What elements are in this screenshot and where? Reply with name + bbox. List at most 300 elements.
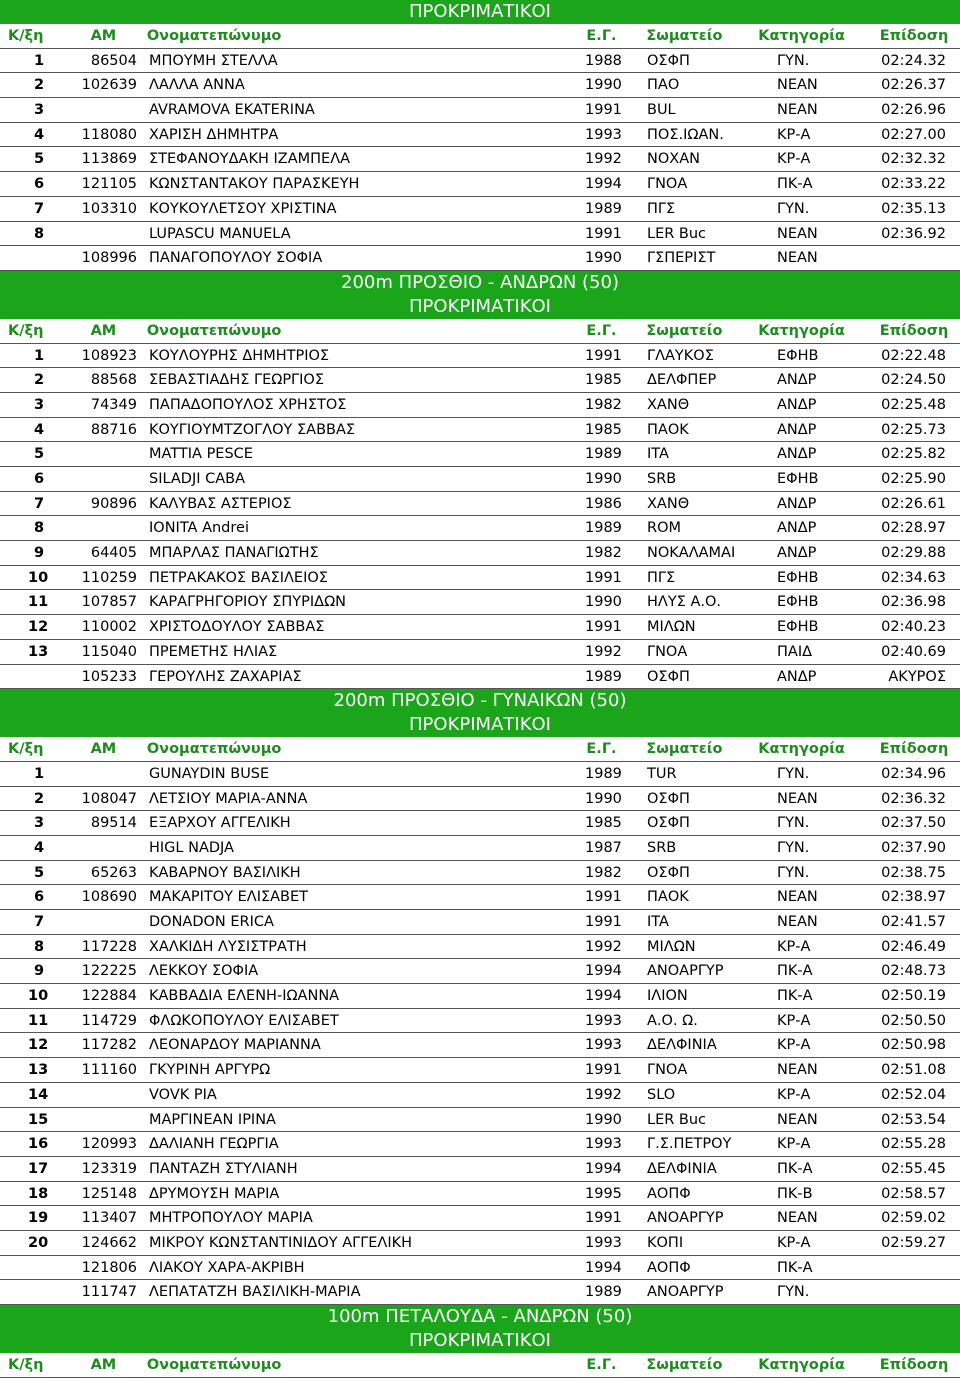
category-cell: ΑΝΔΡ (777, 446, 817, 463)
performance-cell: 02:59.27 (881, 1234, 946, 1251)
rank-cell (0, 246, 52, 270)
club-cell: ΠΟΣ.ΙΩΑΝ. (647, 126, 724, 143)
result-row (0, 566, 960, 591)
year-cell: 1982 (585, 545, 622, 562)
rank-cell: 19 (28, 1210, 49, 1227)
year-cell: 1989 (585, 765, 622, 782)
performance-cell: 02:37.50 (881, 815, 946, 832)
name-cell: ΜΑΡΓΙΝΕΑΝ ΙΡΙΝΑ (149, 1111, 276, 1128)
result-row (0, 467, 960, 492)
rank-cell: 4 (34, 421, 45, 438)
am-cell: 113407 (81, 1210, 137, 1227)
am-header: ΑΜ (90, 28, 117, 44)
category-cell: ΑΝΔΡ (777, 520, 817, 537)
performance-cell: 02:24.50 (881, 372, 946, 389)
club-cell: ΝΟΚΑΛΑΜΑΙ (647, 545, 736, 562)
event-title: 200m ΠΡΟΣΘΙΟ - ΓΥΝΑΙΚΩΝ (50) (0, 689, 960, 713)
category-cell: ΓΥΝ. (777, 765, 810, 782)
name-cell: AVRAMOVA EKATERINA (149, 102, 315, 119)
performance-cell: 02:41.57 (881, 914, 946, 930)
name-cell: ΛΕΤΣΙΟΥ ΜΑΡΙΑ-ΑΝΝΑ (149, 790, 308, 807)
club-cell: Γ.Σ.ΠΕΤΡΟΥ (647, 1136, 732, 1153)
year-cell: 1982 (585, 864, 622, 881)
name-cell: ΛΕΠΑΤΑΤΖΗ ΒΑΣΙΛΙΚΗ-ΜΑΡΙΑ (149, 1284, 361, 1301)
club-cell: ΜΙΛΩΝ (647, 938, 696, 955)
am-cell (52, 910, 147, 934)
result-row (0, 123, 960, 148)
category-cell: ΕΦΗΒ (777, 347, 819, 364)
name-cell: ΛΕΟΝΑΡΔΟΥ ΜΑΡΙΑΝΝΑ (149, 1037, 321, 1054)
rank-cell: 12 (28, 619, 49, 636)
name-header: Ονοματεπώνυμο (146, 28, 282, 44)
club-cell: SRB (647, 839, 677, 856)
rank-header: Κ/ξη (8, 741, 44, 758)
performance-cell (854, 1280, 960, 1304)
club-cell: BUL (647, 102, 676, 119)
name-cell: ΧΑΡΙΣΗ ΔΗΜΗΤΡΑ (149, 126, 279, 143)
performance-cell: 02:28.97 (881, 520, 946, 537)
category-cell: ΕΦΗΒ (777, 594, 819, 611)
category-cell: ΕΦΗΒ (777, 619, 819, 636)
am-cell: 107857 (81, 594, 137, 611)
club-cell: ΜΙΛΩΝ (647, 619, 696, 636)
result-row (0, 959, 960, 984)
am-cell: 90896 (90, 495, 137, 512)
name-cell: ΚΑΒΑΡΝΟΥ ΒΑΣΙΛΙΚΗ (149, 864, 301, 881)
name-cell: ΠΕΤΡΑΚΑΚΟΣ ΒΑΣΙΛΕΙΟΣ (149, 569, 328, 586)
rank-cell: 6 (34, 176, 45, 193)
category-cell: ΓΥΝ. (777, 864, 810, 881)
category-cell: ΓΥΝ. (777, 200, 810, 217)
am-cell: 108996 (81, 250, 137, 267)
rank-cell: 9 (34, 963, 45, 980)
am-cell: 122225 (81, 963, 137, 980)
category-cell: ΑΝΔΡ (777, 396, 817, 413)
am-cell: 117228 (81, 938, 137, 955)
year-cell: 1985 (585, 815, 622, 832)
rank-cell: 4 (34, 126, 45, 143)
am-cell: 88568 (90, 372, 137, 389)
year-cell: 1993 (585, 1012, 622, 1029)
rank-cell: 5 (34, 864, 45, 881)
result-row (0, 1231, 960, 1256)
event-section (0, 689, 960, 1305)
category-cell: ΠΚ-Α (777, 988, 813, 1005)
rank-cell: 16 (28, 1136, 49, 1153)
rank-cell: 7 (34, 200, 45, 217)
am-cell (52, 1083, 147, 1107)
result-row (0, 172, 960, 197)
name-cell: ΜΠΟΥΜΗ ΣΤΕΛΛΑ (149, 52, 278, 69)
category-cell: ΚΡ-Α (777, 1234, 811, 1251)
category-cell: ΕΦΗΒ (777, 569, 819, 586)
club-cell: ITA (647, 914, 669, 930)
result-row (0, 222, 960, 247)
club-cell: ΚΟΠΙ (647, 1234, 684, 1251)
am-cell: 89514 (90, 815, 137, 832)
name-cell: VOVK PIA (149, 1086, 217, 1103)
rank-cell: 1 (34, 765, 45, 782)
category-cell: ΓΥΝ. (777, 839, 810, 856)
category-cell: ΑΝΔΡ (777, 545, 817, 562)
club-cell: ΟΣΦΠ (647, 815, 690, 832)
result-row (0, 1256, 960, 1281)
club-cell: ΔΕΛΦΙΝΙΑ (647, 1160, 717, 1177)
club-cell: SLO (647, 1086, 676, 1103)
performance-cell: 02:25.48 (881, 396, 946, 413)
am-cell: 113869 (81, 151, 137, 168)
year-cell: 1991 (585, 347, 622, 364)
am-cell: 86504 (90, 52, 137, 69)
name-cell: ΚΩΝΣΤΑΝΤΑΚΟΥ ΠΑΡΑΣΚΕΥΗ (149, 176, 360, 193)
rank-cell: 2 (34, 372, 45, 389)
category-cell: ΠΚ-Β (777, 1185, 813, 1202)
name-cell: ΚΟΥΚΟΥΛΕΤΣΟΥ ΧΡΙΣΤΙΝΑ (149, 200, 337, 217)
performance-cell: 02:36.98 (881, 594, 946, 611)
result-row (0, 1132, 960, 1157)
category-cell: ΠΑΙΔ (777, 643, 813, 660)
result-row (0, 640, 960, 665)
name-cell: ΦΛΩΚΟΠΟΥΛΟΥ ΕΛΙΣΑΒΕΤ (149, 1012, 339, 1029)
club-header: Σωματείο (646, 741, 723, 758)
year-cell: 1995 (585, 1185, 622, 1202)
category-cell: ΚΡ-Α (777, 126, 811, 143)
result-row (0, 49, 960, 74)
year-cell: 1991 (585, 914, 622, 930)
club-cell: ΓΝΟΑ (647, 176, 688, 193)
result-row (0, 665, 960, 690)
category-header: Κατηγορία (758, 741, 845, 758)
year-header: Ε.Γ. (586, 28, 617, 44)
rank-cell: 15 (28, 1111, 49, 1128)
rank-cell: 5 (34, 151, 45, 168)
year-cell: 1989 (585, 200, 622, 217)
am-cell: 108923 (81, 347, 137, 364)
club-cell: ΑΝΟΑΡΓΥΡ (647, 1210, 724, 1227)
am-cell: 110259 (81, 569, 137, 586)
category-cell: ΚΡ-Α (777, 1037, 811, 1054)
name-cell: ΕΞΑΡΧΟΥ ΑΓΓΕΛΙΚΗ (149, 815, 291, 832)
result-row (0, 1280, 960, 1305)
am-cell: 115040 (81, 643, 137, 660)
name-cell: ΛΙΑΚΟΥ ΧΑΡΑ-ΑΚΡΙΒΗ (149, 1259, 305, 1276)
rank-cell: 4 (34, 839, 45, 856)
year-cell: 1992 (585, 643, 622, 660)
name-cell: LUPASCU MANUELA (149, 225, 291, 242)
name-cell: ΠΑΠΑΔΟΠΟΥΛΟΣ ΧΡΗΣΤΟΣ (149, 396, 347, 413)
name-header: Ονοματεπώνυμο (146, 741, 282, 758)
rank-cell: 3 (34, 396, 45, 413)
club-cell: ΑΝΟΑΡΓΥΡ (647, 1284, 724, 1301)
rank-cell: 7 (34, 914, 45, 930)
result-row (0, 1157, 960, 1182)
performance-cell: 02:29.88 (881, 545, 946, 562)
rank-header: Κ/ξη (8, 322, 44, 339)
rank-cell: 5 (34, 446, 45, 463)
rank-header: Κ/ξη (8, 28, 44, 44)
am-cell: 121806 (81, 1259, 137, 1276)
am-header: ΑΜ (90, 322, 117, 339)
event-section (0, 1305, 960, 1378)
performance-cell: 02:38.75 (881, 864, 946, 881)
performance-cell: 02:40.23 (881, 619, 946, 636)
category-cell: ΚΡ-Α (777, 151, 811, 168)
year-cell: 1986 (585, 495, 622, 512)
name-cell: ΣΤΕΦΑΝΟΥΔΑΚΗ ΙΖΑΜΠΕΛΑ (149, 151, 351, 168)
year-cell: 1990 (585, 471, 622, 487)
result-row (0, 147, 960, 172)
category-cell: ΝΕΑΝ (777, 1062, 818, 1079)
am-cell (52, 467, 147, 491)
name-cell: ΜΠΑΡΛΑΣ ΠΑΝΑΓΙΩΤΗΣ (149, 545, 319, 562)
year-cell: 1989 (585, 1284, 622, 1301)
year-cell: 1992 (585, 151, 622, 168)
am-header: ΑΜ (90, 741, 117, 758)
name-cell: ΛΑΛΛΑ ΑΝΝΑ (149, 77, 245, 94)
am-cell: 124662 (81, 1234, 137, 1251)
result-row (0, 615, 960, 640)
name-cell: ΜΙΚΡΟΥ ΚΩΝΣΤΑΝΤΙΝΙΔΟΥ ΑΓΓΕΛΙΚΗ (149, 1234, 413, 1251)
performance-cell: 02:25.73 (881, 421, 946, 438)
result-row (0, 787, 960, 812)
result-row (0, 1182, 960, 1207)
performance-cell: 02:37.90 (881, 839, 946, 856)
year-cell: 1994 (585, 176, 622, 193)
year-cell: 1990 (585, 250, 622, 267)
category-cell: ΝΕΑΝ (777, 77, 818, 94)
performance-cell: ΑΚΥΡΟΣ (888, 668, 946, 685)
performance-cell: 02:51.08 (881, 1062, 946, 1079)
am-header: ΑΜ (90, 1357, 117, 1373)
result-row (0, 368, 960, 393)
result-row (0, 1206, 960, 1231)
performance-cell: 02:55.28 (881, 1136, 946, 1153)
club-cell: ΑΝΟΑΡΓΥΡ (647, 963, 724, 980)
performance-cell: 02:50.50 (881, 1012, 946, 1029)
rank-cell: 3 (34, 102, 45, 119)
year-cell: 1994 (585, 1160, 622, 1177)
rank-cell (0, 1256, 52, 1280)
performance-header: Επίδοση (879, 322, 949, 339)
am-cell: 125148 (81, 1185, 137, 1202)
rank-cell: 7 (34, 495, 45, 512)
club-cell: ΟΣΦΠ (647, 864, 690, 881)
am-cell (52, 762, 147, 786)
club-cell: ΓΝΟΑ (647, 643, 688, 660)
name-cell: ΓΚΥΡΙΝΗ ΑΡΓΥΡΩ (149, 1062, 271, 1079)
name-cell: ΚΟΥΛΟΥΡΗΣ ΔΗΜΗΤΡΙΟΣ (149, 347, 330, 364)
club-cell: ΗΛΥΣ Α.Ο. (647, 594, 722, 611)
club-cell: LER Buc (647, 1111, 707, 1128)
category-header: Κατηγορία (758, 322, 845, 339)
club-cell: ΑΟΠΦ (647, 1185, 691, 1202)
category-cell: ΝΕΑΝ (777, 225, 818, 242)
category-cell: ΑΝΔΡ (777, 495, 817, 512)
rank-cell: 17 (28, 1160, 49, 1177)
event-section (0, 0, 960, 271)
club-cell: ΟΣΦΠ (647, 790, 690, 807)
performance-cell (854, 246, 960, 270)
am-cell: 64405 (90, 545, 137, 562)
year-cell: 1989 (585, 520, 622, 537)
event-section (0, 271, 960, 689)
performance-cell: 02:25.82 (881, 446, 946, 463)
am-cell: 120993 (81, 1136, 137, 1153)
club-cell: ROM (647, 520, 681, 537)
club-cell: SRB (647, 471, 677, 487)
am-cell: 103310 (81, 200, 137, 217)
year-cell: 1990 (585, 1111, 622, 1128)
performance-cell: 02:26.61 (881, 495, 946, 512)
rank-cell (0, 665, 52, 689)
club-cell: Α.Ο. Ω. (647, 1012, 698, 1029)
result-row (0, 885, 960, 910)
performance-cell: 02:26.96 (881, 102, 946, 119)
rank-cell: 20 (28, 1234, 49, 1251)
performance-cell: 02:34.96 (881, 765, 946, 782)
result-row (0, 98, 960, 123)
am-cell: 117282 (81, 1037, 137, 1054)
year-cell: 1982 (585, 396, 622, 413)
rank-cell: 12 (28, 1037, 49, 1054)
rank-cell: 13 (28, 643, 49, 660)
year-cell: 1992 (585, 1086, 622, 1103)
category-header: Κατηγορία (758, 28, 845, 44)
year-cell: 1985 (585, 372, 622, 389)
rank-cell: 1 (34, 52, 45, 69)
year-cell: 1991 (585, 102, 622, 119)
year-cell: 1989 (585, 668, 622, 685)
performance-header: Επίδοση (879, 1357, 949, 1373)
result-row (0, 1108, 960, 1133)
result-row (0, 516, 960, 541)
category-cell: ΓΥΝ. (777, 815, 810, 832)
name-cell: ΜΑΚΑΡΙΤΟΥ ΕΛΙΣΑΒΕΤ (149, 889, 309, 906)
performance-cell: 02:25.90 (881, 471, 946, 487)
performance-cell: 02:53.54 (881, 1111, 946, 1128)
category-cell: ΑΝΔΡ (777, 668, 817, 685)
year-cell: 1991 (585, 225, 622, 242)
club-cell: ΔΕΛΦΠΕΡ (647, 372, 717, 389)
name-cell: ΔΡΥΜΟΥΣΗ ΜΑΡΙΑ (149, 1185, 280, 1202)
category-cell: ΠΚ-Α (777, 1259, 813, 1276)
performance-cell: 02:50.19 (881, 988, 946, 1005)
name-cell: HIGL NADJA (149, 839, 234, 856)
club-cell: ΠΑΟΚ (647, 889, 689, 906)
name-cell: ΧΑΛΚΙΔΗ ΛΥΣΙΣΤΡΑΤΗ (149, 938, 307, 955)
table-header (0, 737, 960, 762)
category-cell: ΕΦΗΒ (777, 471, 819, 487)
result-row (0, 1058, 960, 1083)
name-cell: ΚΑΛΥΒΑΣ ΑΣΤΕΡΙΟΣ (149, 495, 292, 512)
am-cell (52, 836, 147, 860)
rank-cell: 10 (28, 569, 49, 586)
category-cell: ΚΡ-Α (777, 1086, 811, 1103)
table-header (0, 24, 960, 49)
year-cell: 1991 (585, 569, 622, 586)
year-cell: 1991 (585, 1210, 622, 1227)
name-cell: DONADON ERICA (149, 914, 274, 930)
club-cell: ΓΝΟΑ (647, 1062, 688, 1079)
performance-cell: 02:36.32 (881, 790, 946, 807)
table-header (0, 319, 960, 344)
club-cell: LER Buc (647, 225, 707, 242)
am-cell: 88716 (90, 421, 137, 438)
club-header: Σωματείο (646, 1357, 723, 1373)
name-cell: ΠΡΕΜΕΤΗΣ ΗΛΙΑΣ (149, 643, 278, 660)
performance-cell: 02:35.13 (881, 200, 946, 217)
category-cell: ΚΡ-Α (777, 938, 811, 955)
table-header (0, 1353, 960, 1378)
year-cell: 1991 (585, 1062, 622, 1079)
club-header: Σωματείο (646, 322, 723, 339)
am-cell: 102639 (81, 77, 137, 94)
club-cell: ΧΑΝΘ (647, 495, 690, 512)
rank-cell: 2 (34, 790, 45, 807)
club-cell: ΔΕΛΦΙΝΙΑ (647, 1037, 717, 1054)
year-cell: 1990 (585, 77, 622, 94)
result-row (0, 910, 960, 935)
year-cell: 1988 (585, 52, 622, 69)
result-row (0, 418, 960, 443)
rank-cell: 14 (28, 1086, 49, 1103)
performance-cell: 02:26.37 (881, 77, 946, 94)
club-cell: ΓΛΑΥΚΟΣ (647, 347, 714, 364)
name-cell: GUNAYDIN BUSE (149, 765, 270, 782)
am-cell: 123319 (81, 1160, 137, 1177)
phase-title: ΠΡΟΚΡΙΜΑΤΙΚΟΙ (0, 1329, 960, 1353)
name-cell: ΚΟΥΓΙΟΥΜΤΖΟΓΛΟΥ ΣΑΒΒΑΣ (149, 421, 356, 438)
phase-title: ΠΡΟΚΡΙΜΑΤΙΚΟΙ (0, 295, 960, 319)
club-cell: ΟΣΦΠ (647, 668, 690, 685)
name-header: Ονοματεπώνυμο (146, 322, 282, 339)
category-cell: ΝΕΑΝ (777, 889, 818, 906)
result-row (0, 393, 960, 418)
am-cell: 74349 (90, 396, 137, 413)
rank-cell: 8 (34, 520, 45, 537)
phase-title: ΠΡΟΚΡΙΜΑΤΙΚΟΙ (0, 0, 960, 24)
club-cell: ΠΑΟΚ (647, 421, 689, 438)
performance-cell: 02:22.48 (881, 347, 946, 364)
result-row (0, 762, 960, 787)
phase-title: ΠΡΟΚΡΙΜΑΤΙΚΟΙ (0, 713, 960, 737)
rank-header: Κ/ξη (8, 1357, 44, 1373)
name-cell: ΛΕΚΚΟΥ ΣΟΦΙΑ (149, 963, 259, 980)
result-row (0, 73, 960, 98)
am-cell: 65263 (90, 864, 137, 881)
am-cell (52, 98, 147, 122)
club-cell: TUR (647, 765, 677, 782)
club-cell: ΠΓΣ (647, 200, 676, 217)
year-cell: 1994 (585, 963, 622, 980)
result-row (0, 811, 960, 836)
performance-cell: 02:55.45 (881, 1160, 946, 1177)
performance-cell: 02:50.98 (881, 1037, 946, 1054)
performance-cell: 02:40.69 (881, 643, 946, 660)
club-cell: ΠΑΟ (647, 77, 680, 94)
name-cell: SILADJI CABA (149, 471, 246, 487)
performance-cell: 02:27.00 (881, 126, 946, 143)
performance-cell: 02:52.04 (881, 1086, 946, 1103)
am-cell (52, 442, 147, 466)
category-header: Κατηγορία (758, 1357, 845, 1373)
am-cell (52, 222, 147, 246)
am-cell: 110002 (81, 619, 137, 636)
rank-cell: 3 (34, 815, 45, 832)
event-title: 200m ΠΡΟΣΘΙΟ - ΑΝΔΡΩΝ (50) (0, 271, 960, 295)
year-cell: 1985 (585, 421, 622, 438)
category-cell: ΚΡ-Α (777, 1136, 811, 1153)
